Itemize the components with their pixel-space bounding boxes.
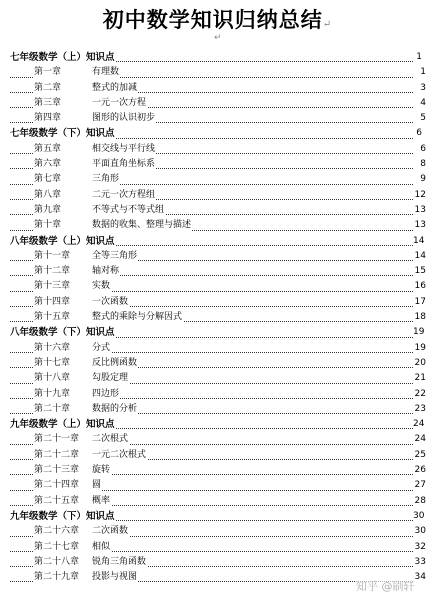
chapter-name: 反比例函数 (92, 357, 138, 368)
toc-entry-title (34, 570, 138, 585)
toc-entry-title (34, 249, 138, 264)
page-number: 4 (413, 96, 426, 111)
page-number: 23 (413, 402, 426, 417)
chapter-number: 第六章 (34, 159, 62, 170)
chapter-number: 第二十六章 (34, 526, 80, 537)
toc-entry-title (34, 65, 120, 80)
chapter-number: 第十三章 (34, 281, 71, 292)
toc-chapter-row[interactable] (10, 65, 426, 80)
toc-chapter-row[interactable] (10, 157, 426, 172)
anchor-mark-icon: ↵ (214, 33, 222, 43)
page-number: 1 (413, 50, 422, 65)
chapter-name: 数据的分析 (92, 403, 138, 414)
toc-chapter-row[interactable] (10, 356, 426, 371)
chapter-name: 一元二次根式 (92, 449, 147, 460)
chapter-name: 不等式与不等式组 (92, 204, 165, 215)
chapter-name: 整式的乘除与分解因式 (92, 312, 183, 323)
page-number: 18 (413, 310, 426, 325)
chapter-name: 整式的加减 (92, 82, 138, 93)
toc-chapter-row[interactable] (10, 111, 426, 126)
page-number: 14 (413, 249, 426, 264)
chapter-name: 投影与视图 (92, 572, 138, 583)
toc-entry-title (34, 188, 156, 203)
chapter-number: 第十九章 (34, 388, 71, 399)
toc-section-row[interactable] (10, 417, 425, 432)
page-number: 5 (413, 111, 426, 126)
toc-chapter-row[interactable] (10, 494, 426, 509)
chapter-number: 第八章 (34, 189, 62, 200)
chapter-number: 第十一章 (34, 250, 71, 261)
chapter-number: 第十章 (34, 220, 62, 231)
toc-chapter-row[interactable] (10, 96, 426, 111)
page-number: 27 (413, 478, 426, 493)
toc-entry-title (34, 402, 138, 417)
toc-chapter-row[interactable] (10, 432, 426, 447)
page-number: 8 (413, 157, 426, 172)
page-number: 12 (413, 188, 426, 203)
toc-chapter-row[interactable] (10, 478, 426, 493)
chapter-number: 第二十七章 (34, 541, 80, 552)
chapter-name: 实数 (92, 281, 111, 292)
page-number: 20 (413, 356, 426, 371)
chapter-name: 四边形 (92, 388, 120, 399)
toc-chapter-row[interactable] (10, 249, 426, 264)
page-number: 6 (413, 142, 426, 157)
chapter-name: 图形的认识初步 (92, 113, 156, 124)
toc-entry-title (34, 111, 156, 126)
page-number: 3 (413, 81, 426, 96)
toc-entry-title (34, 172, 120, 187)
page-number: 19 (413, 325, 422, 340)
toc-chapter-row[interactable] (10, 142, 426, 157)
chapter-number: 第二章 (34, 82, 62, 93)
paragraph-mark-icon: ↵ (322, 19, 332, 30)
toc-entry-title: 七年级数学（下）知识点 (10, 126, 116, 141)
toc-chapter-row[interactable] (10, 310, 426, 325)
page-number: 17 (413, 295, 426, 310)
page-number: 22 (413, 387, 426, 402)
page-number: 26 (413, 463, 426, 478)
toc-entry-title (34, 218, 192, 233)
toc-chapter-row[interactable] (10, 341, 426, 356)
toc-section-row[interactable] (10, 126, 422, 141)
toc-chapter-row[interactable] (10, 371, 426, 386)
toc-section-row[interactable] (10, 325, 425, 340)
chapter-number: 第十五章 (34, 312, 71, 323)
page-number: 24 (413, 432, 426, 447)
page-number: 19 (413, 341, 426, 356)
chapter-name: 一元一次方程 (92, 97, 147, 108)
toc-entry-title (34, 524, 129, 539)
page-number: 15 (413, 264, 426, 279)
chapter-number: 第三章 (34, 97, 62, 108)
page-number: 25 (413, 448, 426, 463)
chapter-name: 旋转 (92, 465, 111, 476)
toc-chapter-row[interactable] (10, 540, 426, 555)
toc-entry-title: 九年级数学（下）知识点 (10, 509, 116, 524)
toc-section-row[interactable] (10, 509, 425, 524)
chapter-name: 三角形 (92, 174, 120, 185)
chapter-name: 相交线与平行线 (92, 143, 156, 154)
toc-chapter-row[interactable] (10, 387, 426, 402)
page-number: 1 (413, 65, 426, 80)
chapter-name: 分式 (92, 342, 111, 353)
page-number: 32 (413, 540, 426, 555)
toc-chapter-row[interactable] (10, 203, 426, 218)
page-number: 33 (413, 555, 426, 570)
chapter-name: 数据的收集、整理与描述 (92, 220, 192, 231)
chapter-name: 二次根式 (92, 434, 129, 445)
page-number: 6 (413, 126, 422, 141)
toc-entry-title (34, 478, 102, 493)
page-number: 24 (413, 417, 422, 432)
toc-entry-title (34, 310, 183, 325)
toc-entry-title (34, 279, 111, 294)
chapter-number: 第二十八章 (34, 556, 80, 567)
chapter-name: 锐角三角函数 (92, 556, 147, 567)
toc-entry-title (34, 142, 156, 157)
toc-chapter-row[interactable] (10, 279, 426, 294)
chapter-name: 全等三角形 (92, 250, 138, 261)
toc-entry-title (34, 448, 147, 463)
toc-chapter-row[interactable] (10, 264, 426, 279)
page-number: 30 (413, 509, 422, 524)
chapter-number: 第二十章 (34, 403, 71, 414)
chapter-number: 第二十九章 (34, 572, 80, 583)
toc-chapter-row[interactable] (10, 448, 426, 463)
toc-entry-title (34, 96, 147, 111)
page-number: 9 (413, 172, 426, 187)
toc-section-row[interactable] (10, 50, 422, 65)
page-number: 30 (413, 524, 426, 539)
toc-chapter-row[interactable] (10, 524, 426, 539)
toc-entry-title (34, 555, 147, 570)
chapter-name: 相似 (92, 541, 111, 552)
chapter-number: 第一章 (34, 67, 62, 78)
chapter-number: 第二十二章 (34, 449, 80, 460)
toc-entry-title (34, 540, 111, 555)
toc-entry-title (34, 341, 111, 356)
chapter-number: 第十四章 (34, 296, 71, 307)
watermark: 知乎 @刷轩 (356, 580, 415, 593)
chapter-name: 有理数 (92, 67, 120, 78)
page-number: 14 (413, 234, 422, 249)
toc-entry-title (34, 387, 120, 402)
chapter-number: 第十八章 (34, 373, 71, 384)
toc-entry-title (34, 81, 138, 96)
toc-entry-title: 九年级数学（上）知识点 (10, 417, 116, 432)
chapter-number: 第四章 (34, 113, 62, 124)
toc-entry-title (34, 203, 165, 218)
toc-section-row[interactable] (10, 234, 425, 249)
toc-chapter-row[interactable] (10, 555, 426, 570)
chapter-number: 第十二章 (34, 266, 71, 277)
toc-entry-title: 八年级数学（下）知识点 (10, 325, 116, 340)
toc-entry-title: 八年级数学（上）知识点 (10, 234, 116, 249)
document-title (0, 4, 434, 34)
chapter-name: 概率 (92, 495, 111, 506)
toc-chapter-row[interactable] (10, 295, 426, 310)
chapter-name: 二次函数 (92, 526, 129, 537)
toc-chapter-row[interactable] (10, 172, 426, 187)
toc-entry-title (34, 264, 120, 279)
chapter-number: 第二十五章 (34, 495, 80, 506)
table-of-contents (10, 50, 426, 585)
toc-entry-title (34, 463, 111, 478)
toc-entry-title: 七年级数学（上）知识点 (10, 50, 116, 65)
toc-entry-title (34, 295, 129, 310)
toc-chapter-row[interactable] (10, 218, 426, 233)
page-number: 13 (413, 218, 426, 233)
toc-chapter-row[interactable] (10, 81, 426, 96)
chapter-name: 轴对称 (92, 266, 120, 277)
chapter-number: 第五章 (34, 143, 62, 154)
chapter-number: 第二十四章 (34, 480, 80, 491)
toc-entry-title (34, 157, 156, 172)
page-number: 13 (413, 203, 426, 218)
chapter-number: 第二十三章 (34, 465, 80, 476)
toc-entry-title (34, 494, 111, 509)
chapter-number: 第二十一章 (34, 434, 80, 445)
chapter-name: 勾股定理 (92, 373, 129, 384)
toc-chapter-row[interactable] (10, 188, 426, 203)
chapter-name: 平面直角坐标系 (92, 159, 156, 170)
document-title-text: 初中数学知识归纳总结 (102, 7, 323, 32)
toc-chapter-row[interactable] (10, 463, 426, 478)
toc-entry-title (34, 356, 138, 371)
chapter-number: 第七章 (34, 174, 62, 185)
chapter-number: 第十七章 (34, 357, 71, 368)
page-number: 34 (413, 570, 426, 585)
page-number: 16 (413, 279, 426, 294)
chapter-name: 二元一次方程组 (92, 189, 156, 200)
toc-chapter-row[interactable] (10, 402, 426, 417)
chapter-name: 圆 (92, 480, 102, 491)
toc-entry-title (34, 432, 129, 447)
chapter-number: 第十六章 (34, 342, 71, 353)
toc-entry-title (34, 371, 129, 386)
page-number: 28 (413, 494, 426, 509)
page-number: 21 (413, 371, 426, 386)
chapter-name: 一次函数 (92, 296, 129, 307)
chapter-number: 第九章 (34, 204, 62, 215)
